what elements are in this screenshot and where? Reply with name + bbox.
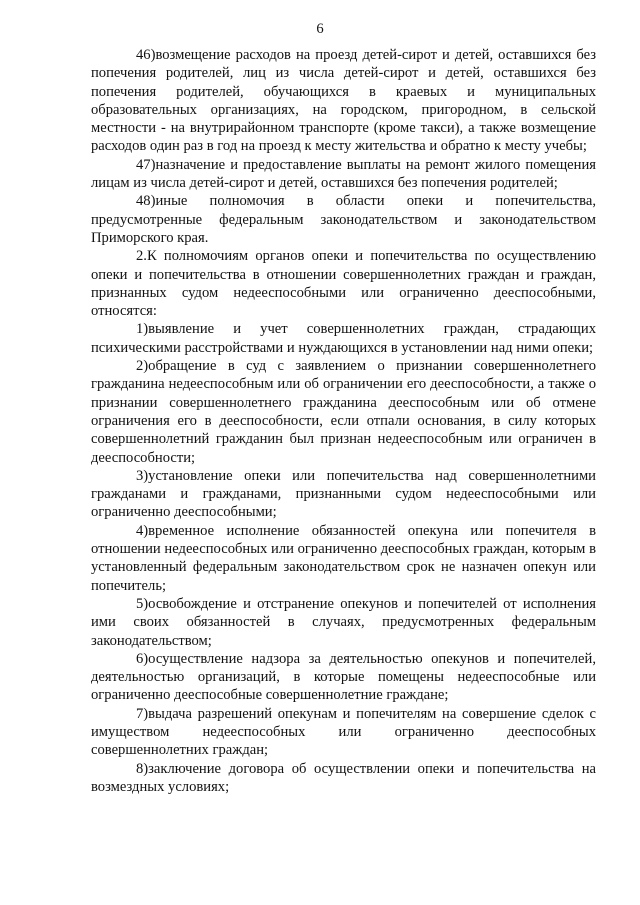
- paragraph-46: 46)возмещение расходов на проезд детей-сирот и детей, оставшихся без попечения родителей, лиц из числа детей-сирот и детей, оставшихся без попечения родителей, обучающихся в краевых и муниципальных образовательных организациях, на городском, пригородном, в сельской местности - на внутрирайонном транспорте (кроме такси), а также возмещение расходов один раз в год на проезд к месту жительства и обратно к месту учебы;: [91, 47, 596, 155]
- list-item-6: 6)осуществление надзора за деятельностью опекунов и попечителей, деятельностью организаций, в которые помещены недееспособные или ограниченно дееспособные совершеннолетние граждане;: [91, 650, 596, 704]
- list-item-5: 5)освобождение и отстранение опекунов и попечителей от исполнения ими своих обязанностей в случаях, предусмотренных федеральным законодательством;: [91, 595, 596, 649]
- page-number: 6: [316, 21, 324, 37]
- list-item-3: 3)установление опеки или попечительства над совершеннолетними гражданами и гражданами, признанными судом недееспособными или ограниченно дееспособными;: [91, 467, 596, 521]
- list-item-1: 1)выявление и учет совершеннолетних граждан, страдающих психическими расстройствами и нуждающихся в установлении над ними опеки;: [91, 321, 596, 356]
- section-2-intro: 2.К полномочиям органов опеки и попечительства по осуществлению опеки и попечительства в отношении совершеннолетних граждан и граждан, признанных судом недееспособными или ограниченно дееспособными, относятся:: [91, 248, 596, 320]
- list-item-8: 8)заключение договора об осуществлении опеки и попечительства на возмездных условиях;: [91, 760, 596, 795]
- paragraph-47: 47)назначение и предоставление выплаты на ремонт жилого помещения лицам из числа детей-сирот и детей, оставшихся без попечения родителей;: [91, 156, 596, 192]
- paragraph-48: 48)иные полномочия в области опеки и попечительства, предусмотренные федеральным законодательством и законодательством Приморского края.: [91, 193, 596, 246]
- list-item-4: 4)временное исполнение обязанностей опекуна или попечителя в отношении недееспособных или ограниченно дееспособных граждан, которым в установленный федеральным законодательством срок не назначен опекун или попечитель;: [91, 522, 596, 594]
- list-item-7: 7)выдача разрешений опекунам и попечителям на совершение сделок с имуществом недееспособных или ограниченно дееспособных совершеннолетних граждан;: [91, 705, 596, 759]
- document-body: [91, 46, 596, 796]
- list-item-2: 2)обращение в суд с заявлением о признании совершеннолетнего гражданина недееспособным или об ограничении его дееспособности, а также о признании совершеннолетнего гражданина дееспособным или об отмене ограничения его в дееспособности, если отпали основания, в силу которых совершеннолетний гражданин был признан недееспособным или ограничен в дееспособности;: [91, 358, 596, 466]
